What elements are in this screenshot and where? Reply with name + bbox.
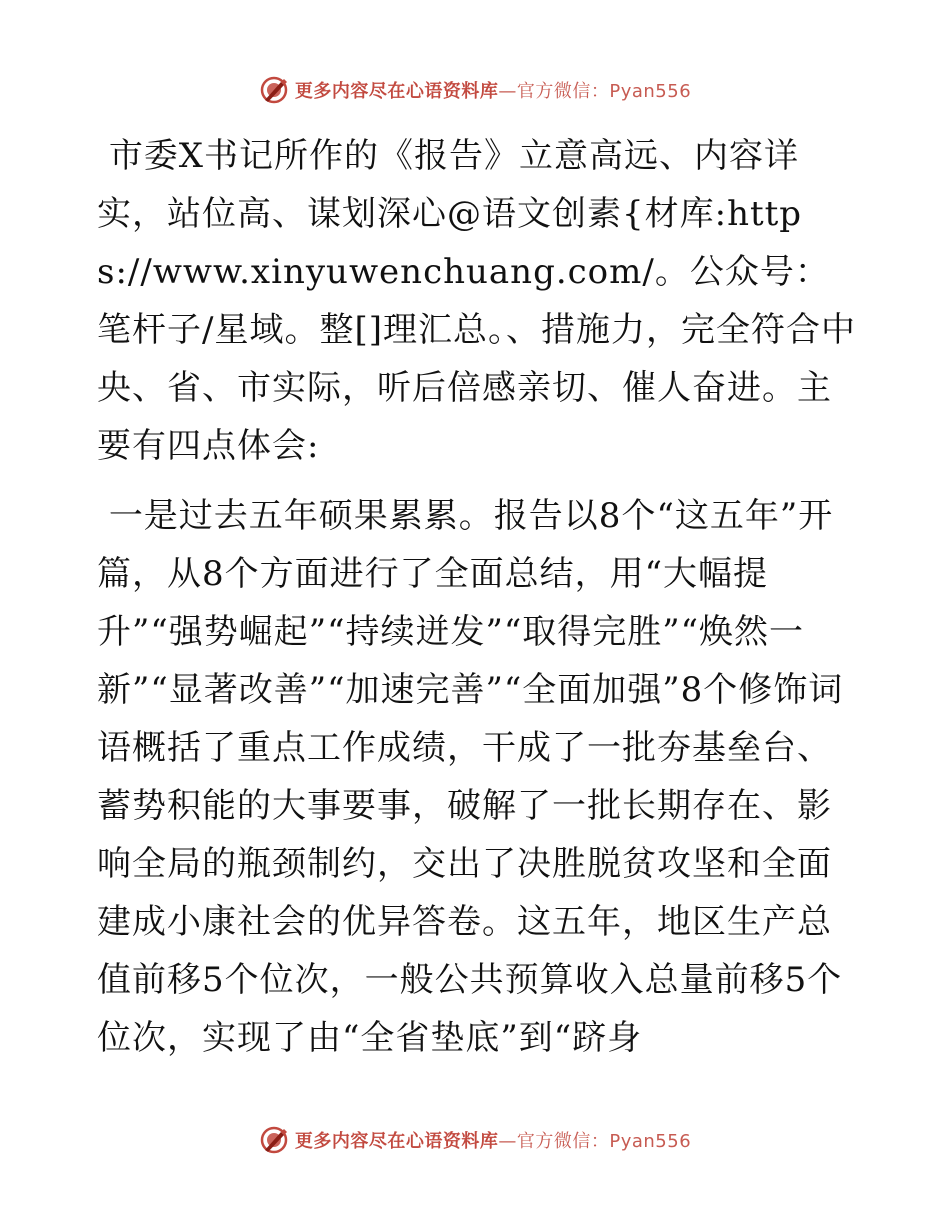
banner-dash: — bbox=[498, 81, 517, 102]
banner-site-text: 更多内容尽在心语资料库 bbox=[294, 81, 499, 102]
footer-watermark-banner bbox=[0, 1120, 950, 1160]
document-body bbox=[97, 127, 857, 1067]
pen-seal-icon bbox=[259, 75, 289, 105]
header-watermark-banner bbox=[0, 70, 950, 110]
banner-wechat-label: 官方微信： bbox=[516, 81, 610, 102]
banner-text bbox=[295, 77, 691, 103]
banner-text bbox=[295, 1127, 691, 1153]
pen-seal-icon bbox=[259, 1125, 289, 1155]
banner-dash: — bbox=[498, 1131, 517, 1152]
banner-wechat-label: 官方微信： bbox=[516, 1131, 610, 1152]
banner-wechat-id: Pyan556 bbox=[609, 1131, 692, 1152]
paragraph-point-one: 一是过去五年硕果累累。报告以8个“这五年”开篇，从8个方面进行了全面总结，用“大幅提升”“强势崛起”“持续迸发”“取得完胜”“焕然一新”“显著改善”“加速完善”“全面加强”8个修饰词语概括了重点工作成绩，干成了一批夯基垒台、蓄势积能的大事要事，破解了一批长期存在、影响全局的瓶颈制约，交出了决胜脱贫攻坚和全面建成小康社会的优异答卷。这五年，地区生产总值前移5个位次，一般公共预算收入总量前移5个位次，实现了由“全省垫底”到“跻身 bbox=[97, 496, 844, 1058]
banner-site-text: 更多内容尽在心语资料库 bbox=[294, 1131, 499, 1152]
paragraph-intro: 市委X书记所作的《报告》立意高远、内容详实，站位高、谋划深心@语文创素{材库:https://www.xinyuwenchuang.com/。公众号：笔杆子/星域。整[]理汇总。、措施力，完全符合中央、省、市实际，听后倍感亲切、催人奋进。主要有四点体会: bbox=[97, 136, 856, 466]
banner-wechat-id: Pyan556 bbox=[609, 81, 692, 102]
